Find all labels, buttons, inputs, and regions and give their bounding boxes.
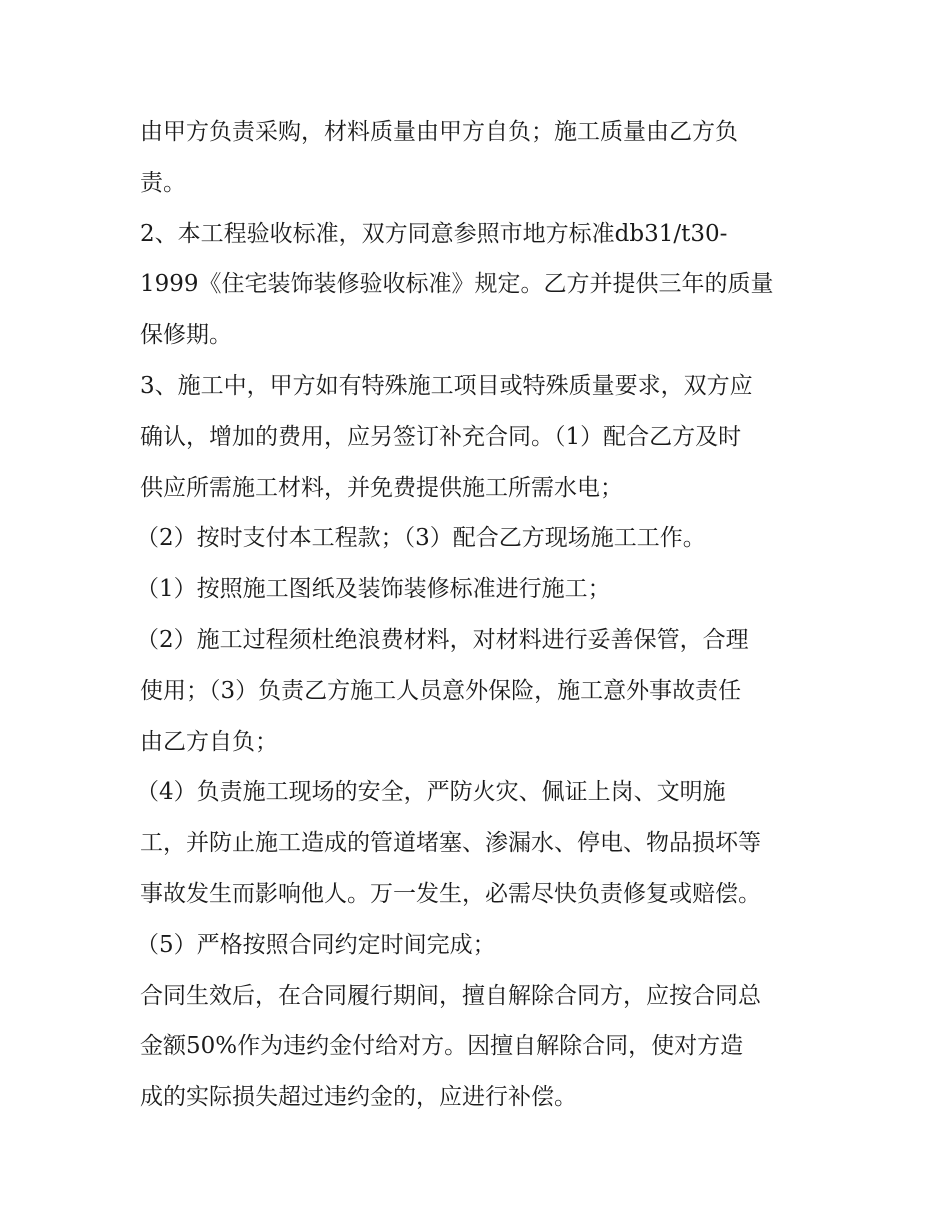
text-line: （4）负责施工现场的安全，严防火灾、佩证上岗、文明施 — [136, 779, 726, 806]
text-line: （1）按照施工图纸及装饰装修标准进行施工； — [136, 576, 611, 603]
text-line: 确认，增加的费用，应另签订补充合同。（1）配合乙方及时 — [140, 423, 742, 450]
text-line: 1999《住宅装饰装修验收标准》规定。乙方并提供三年的质量 — [140, 271, 774, 298]
text-line: （2）按时支付本工程款；（3）配合乙方现场施工工作。 — [136, 525, 706, 552]
text-line: 由乙方自负； — [140, 728, 278, 755]
text-line: （5）严格按照合同约定时间完成； — [136, 931, 496, 958]
text-line: 2、本工程验收标准，双方同意参照市地方标准db31/t30- — [140, 220, 728, 247]
text-line: （2）施工过程须杜绝浪费材料，对材料进行妥善保管，合理 — [136, 626, 749, 653]
contract-text-block — [136, 107, 820, 1123]
text-line: 合同生效后，在合同履行期间，擅自解除合同方，应按合同总 — [140, 982, 761, 1009]
text-line: 成的实际损失超过违约金的，应进行补偿。 — [140, 1084, 577, 1111]
text-line: 供应所需施工材料，并免费提供施工所需水电； — [140, 474, 623, 501]
text-line: 3、施工中，甲方如有特殊施工项目或特殊质量要求，双方应 — [140, 372, 753, 399]
text-line: 保修期。 — [140, 322, 232, 349]
text-line: 责。 — [140, 169, 186, 196]
text-line: 使用；（3）负责乙方施工人员意外保险，施工意外事故责任 — [140, 677, 742, 704]
text-line: 金额50%作为违约金付给对方。因擅自解除合同，使对方造 — [140, 1033, 744, 1060]
text-line: 事故发生而影响他人。万一发生，必需尽快负责修复或赔偿。 — [140, 880, 761, 907]
text-line: 由甲方负责采购，材料质量由甲方自负；施工质量由乙方负 — [140, 119, 738, 145]
text-line: 工，并防止施工造成的管道堵塞、渗漏水、停电、物品损坏等 — [140, 830, 761, 857]
